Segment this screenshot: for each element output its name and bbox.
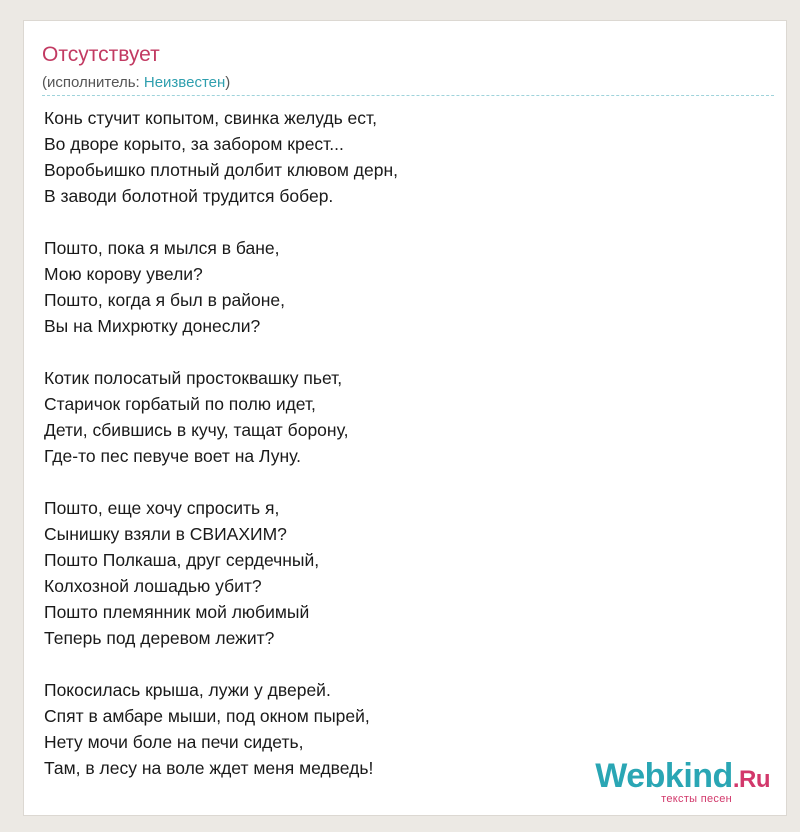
logo-main-text: Webkind — [595, 757, 733, 795]
lyric-line: Спят в амбаре мыши, под окном пырей, — [44, 706, 370, 726]
stanza — [44, 495, 644, 651]
logo-tld: .Ru — [732, 766, 770, 793]
lyric-line: Колхозной лошадью убит? — [44, 576, 262, 596]
lyric-line: Сынишку взяли в СВИАХИМ? — [44, 524, 287, 544]
song-title: Отсутствует — [42, 43, 160, 66]
webkind-logo[interactable] — [580, 757, 770, 807]
stanza — [44, 235, 644, 339]
lyrics-body — [44, 105, 644, 807]
lyric-line: Конь стучит копытом, свинка желудь ест, — [44, 108, 377, 128]
lyric-line: В заводи болотной трудится бобер. — [44, 186, 334, 206]
lyric-line: Во дворе корыто, за забором крест... — [44, 134, 344, 154]
artist-link[interactable]: Неизвестен — [143, 74, 226, 91]
artist-prefix: (исполнитель: — [42, 74, 144, 91]
lyric-line: Пошто, когда я был в районе, — [44, 290, 286, 310]
lyric-line: Где-то пес певуче воет на Луну. — [44, 446, 301, 466]
logo-wordmark — [595, 757, 770, 796]
artist-line — [42, 74, 230, 91]
lyric-line: Там, в лесу на воле ждет меня медведь! — [44, 758, 374, 778]
lyric-line: Покосилась крыша, лужи у дверей. — [44, 680, 331, 700]
lyric-line: Вы на Михрютку донесли? — [44, 316, 261, 336]
lyrics-card — [23, 20, 787, 816]
artist-suffix: ) — [225, 74, 231, 91]
title-divider — [42, 95, 774, 96]
lyric-line: Котик полосатый простоквашку пьет, — [44, 368, 343, 388]
lyric-line: Пошто Полкаша, друг сердечный, — [44, 550, 320, 570]
stanza — [44, 365, 644, 469]
lyric-line: Дети, сбившись в кучу, тащат борону, — [44, 420, 349, 440]
lyric-line: Пошто племянник мой любимый — [44, 602, 310, 622]
logo-tagline: тексты песен — [661, 793, 732, 805]
stanza — [44, 105, 644, 209]
lyric-line: Нету мочи боле на печи сидеть, — [44, 732, 304, 752]
lyric-line: Воробьишко плотный долбит клювом дерн, — [44, 160, 398, 180]
lyric-line: Старичок горбатый по полю идет, — [44, 394, 316, 414]
stanza — [44, 677, 644, 781]
lyric-line: Пошто, пока я мылся в бане, — [44, 238, 280, 258]
lyric-line: Пошто, еще хочу спросить я, — [44, 498, 280, 518]
lyric-line: Мою корову увели? — [44, 264, 203, 284]
lyric-line: Теперь под деревом лежит? — [44, 628, 275, 648]
